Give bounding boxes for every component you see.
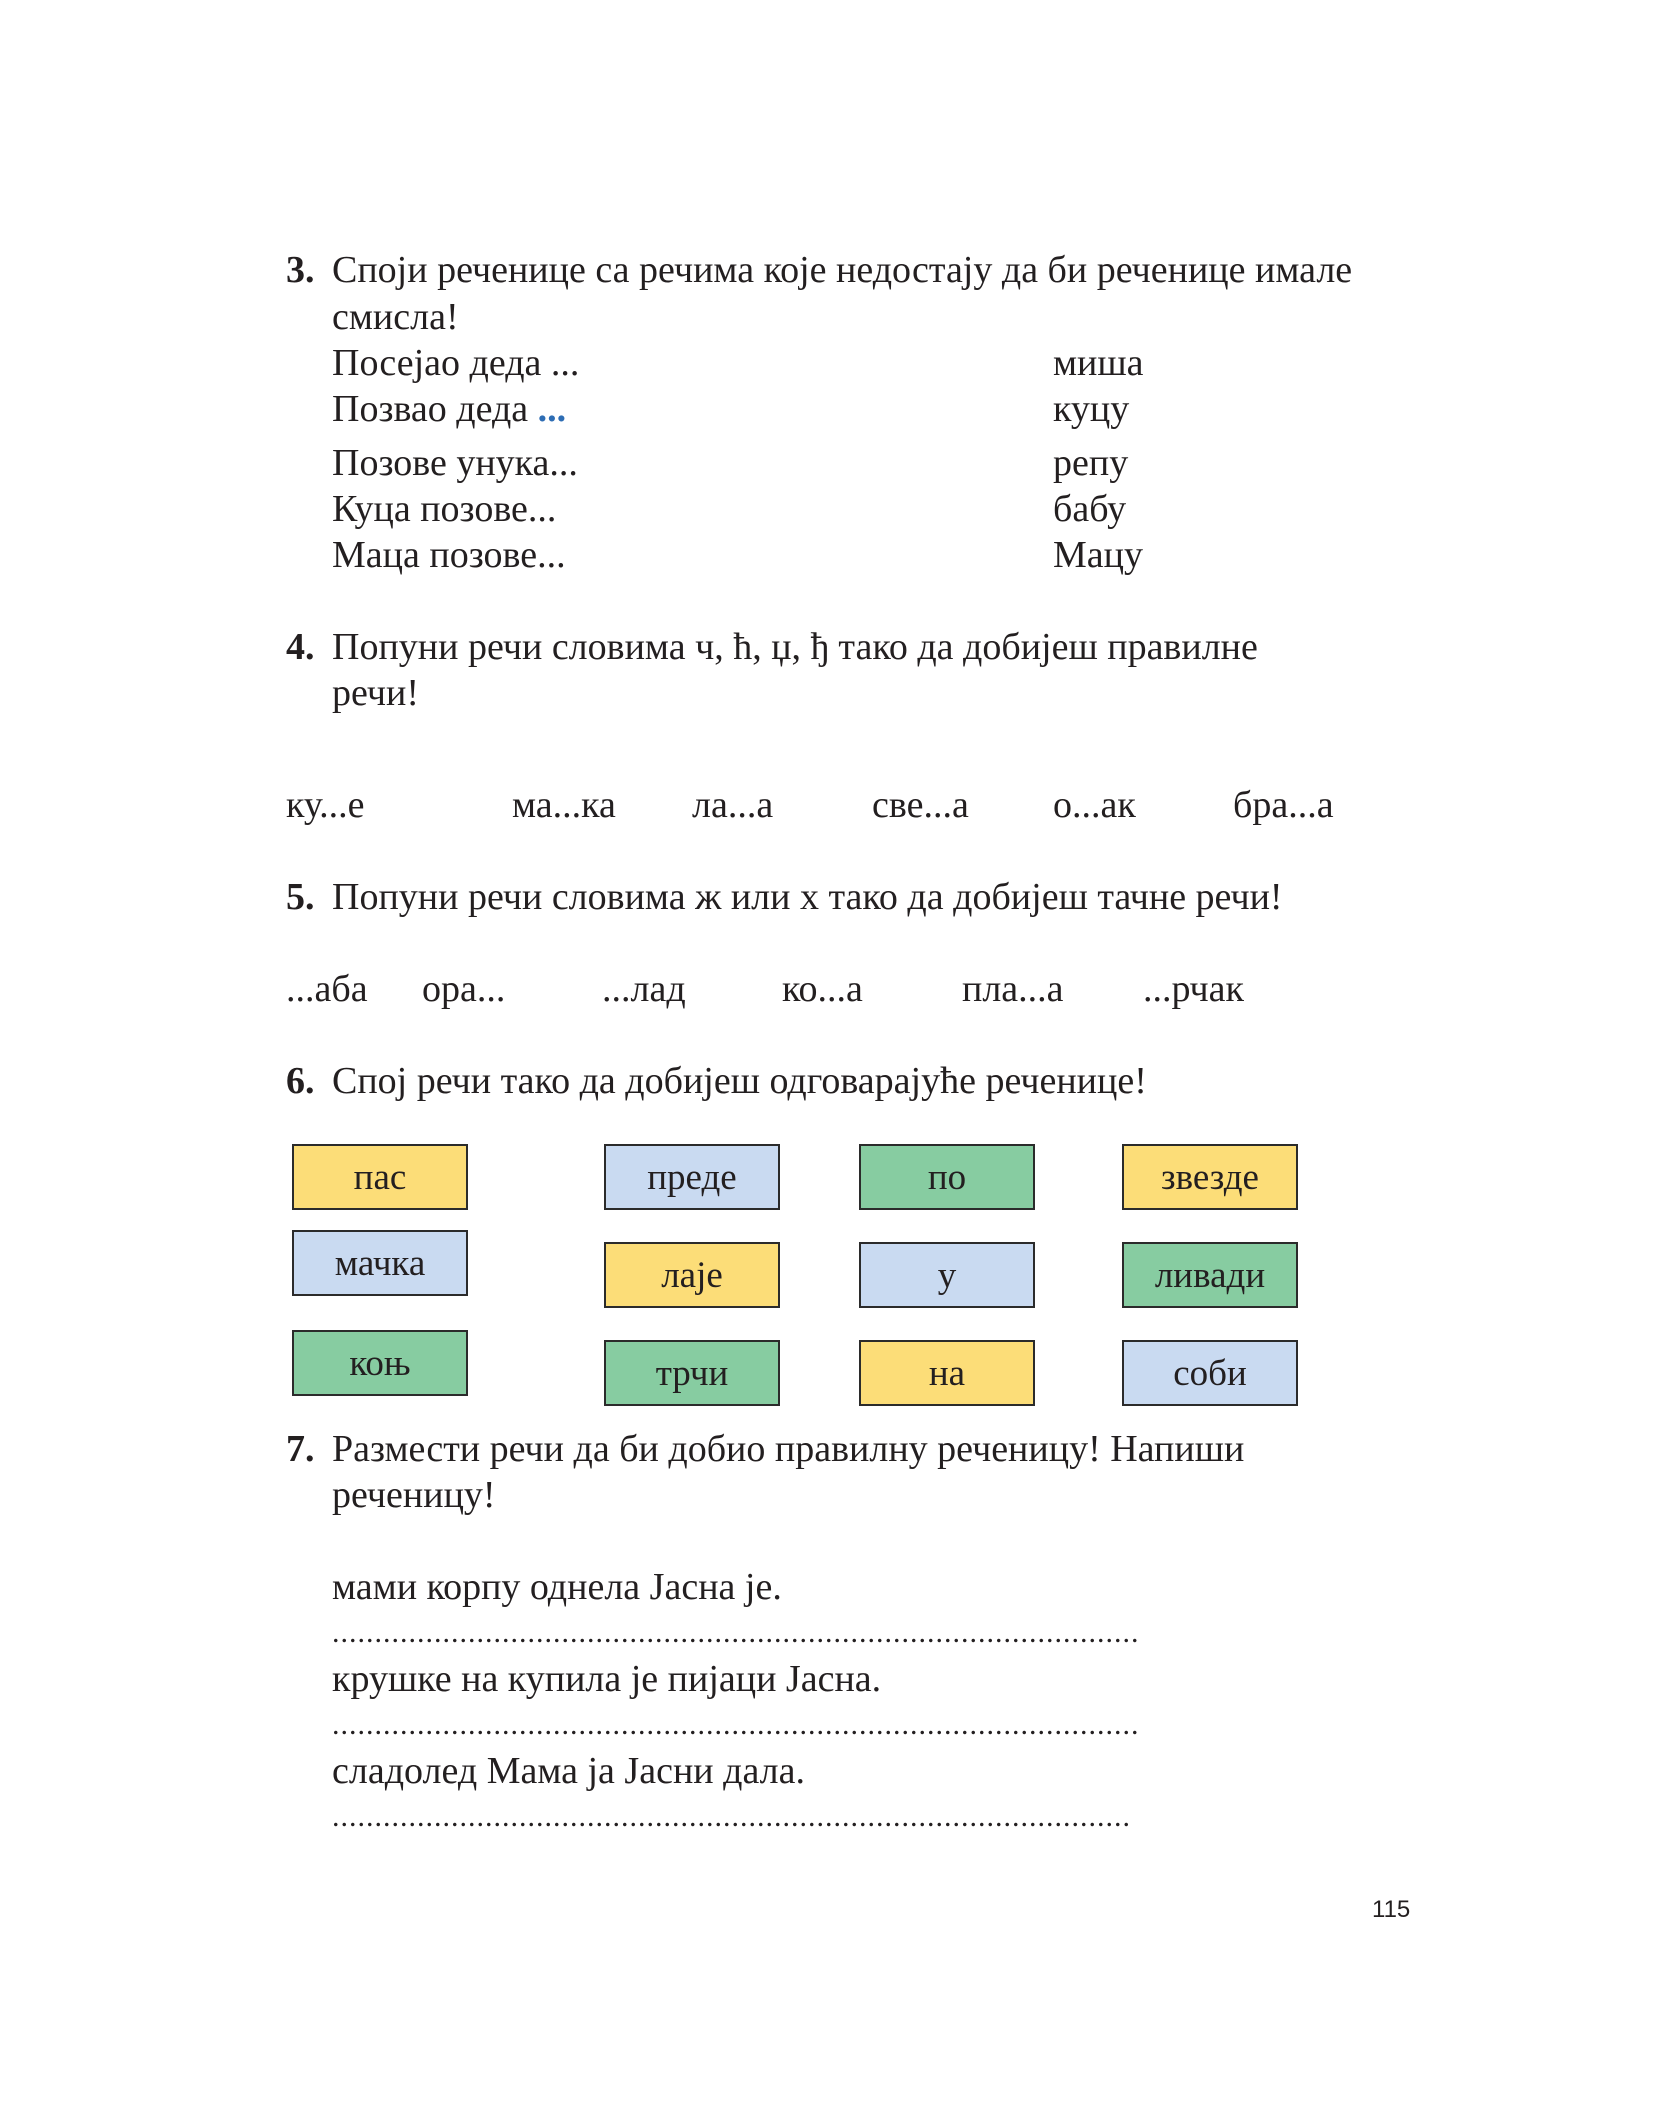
word-box-u[interactable]: у: [859, 1242, 1035, 1308]
task-4-word: све...а: [872, 784, 969, 826]
task-5-word: ...аба: [286, 968, 368, 1010]
task-3-left-3: Позове унука...: [332, 442, 578, 484]
task-4-word: ку...е: [286, 784, 365, 826]
word-box-konj[interactable]: коњ: [292, 1330, 468, 1396]
task-5-word: ора...: [422, 968, 506, 1010]
task-6-number: 6.: [286, 1060, 315, 1102]
task-7-answer-line-3[interactable]: ..............................................................................................: [332, 1800, 1131, 1833]
task-4-word: ла...а: [692, 784, 774, 826]
task-3-right-3: репу: [1053, 442, 1129, 484]
task-3-left-2: [332, 386, 566, 432]
task-3-left-2-text: Позвао деда: [332, 388, 538, 430]
word-box-livadi[interactable]: ливади: [1122, 1242, 1298, 1308]
task-7-number: 7.: [286, 1428, 315, 1470]
task-3-right-5: Мацу: [1053, 534, 1143, 576]
page-number: 115: [1372, 1896, 1411, 1923]
word-box-na[interactable]: на: [859, 1340, 1035, 1406]
task-6-instruction: Спој речи тако да добијеш одговарајуће реченице!: [332, 1060, 1147, 1102]
task-7-sentence-1: мами корпу однела Јасна је.: [332, 1566, 782, 1608]
task-7-sentence-3: сладолед Мама ја Јасни дала.: [332, 1750, 805, 1792]
task-5-word: пла...а: [962, 968, 1064, 1010]
word-box-pas[interactable]: пас: [292, 1144, 468, 1210]
task-4-word: бра...а: [1233, 784, 1334, 826]
task-7-answer-line-2[interactable]: ...............................................................................................: [332, 1708, 1140, 1741]
task-3-right-4: бабу: [1053, 488, 1127, 530]
word-box-macka[interactable]: мачка: [292, 1230, 468, 1296]
task-5-word: ...рчак: [1143, 968, 1244, 1010]
task-5-word: ко...а: [782, 968, 863, 1010]
task-7-instruction-line-2: реченицу!: [332, 1474, 496, 1516]
task-4-instruction-line-2: речи!: [332, 672, 420, 714]
word-box-po[interactable]: по: [859, 1144, 1035, 1210]
task-3-left-5: Маца позове...: [332, 534, 566, 576]
task-7-instruction-line-1: Размести речи да би добио правилну реченицу! Напиши: [332, 1428, 1245, 1470]
task-3-right-2: куцу: [1053, 388, 1130, 430]
task-3-left-2-dots: ...: [537, 388, 567, 430]
task-4-word: о...ак: [1053, 784, 1136, 826]
task-3-number: 3.: [286, 249, 315, 291]
word-box-trci[interactable]: трчи: [604, 1340, 780, 1406]
task-5-number: 5.: [286, 876, 315, 918]
word-box-laje[interactable]: лаје: [604, 1242, 780, 1308]
word-box-prede[interactable]: преде: [604, 1144, 780, 1210]
task-5-instruction: Попуни речи словима ж или х тако да добијеш тачне речи!: [332, 876, 1283, 918]
task-5-word: ...лад: [602, 968, 686, 1010]
task-7-sentence-2: крушке на купила је пијаци Јасна.: [332, 1658, 882, 1700]
word-box-zvezde[interactable]: звезде: [1122, 1144, 1298, 1210]
task-4-word: ма...ка: [512, 784, 616, 826]
task-3-instruction-line-2: смисла!: [332, 296, 459, 338]
task-4-number: 4.: [286, 626, 315, 668]
task-3-instruction-line-1: Споји реченице са речима које недостају да би реченице имале: [332, 249, 1353, 291]
task-7-answer-line-1[interactable]: ...............................................................................................: [332, 1616, 1140, 1649]
word-box-sobi[interactable]: соби: [1122, 1340, 1298, 1406]
task-4-instruction-line-1: Попуни речи словима ч, ћ, џ, ђ тако да добијеш правилне: [332, 626, 1258, 668]
task-3-left-1: Посејао деда ...: [332, 342, 580, 384]
task-3-right-1: миша: [1053, 342, 1144, 384]
task-3-left-4: Куца позове...: [332, 488, 557, 530]
